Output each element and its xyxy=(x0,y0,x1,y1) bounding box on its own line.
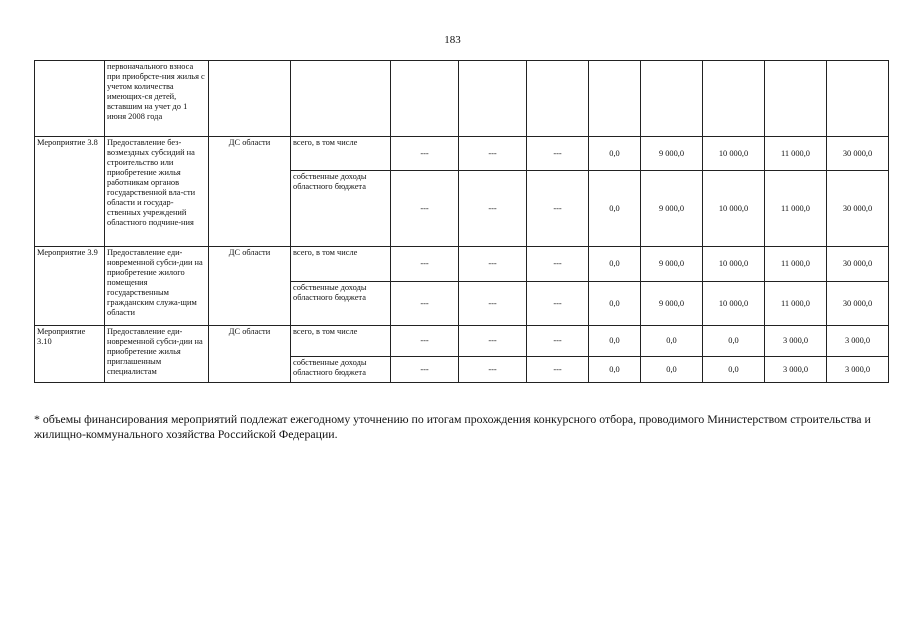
value-cell: 3 000,0 xyxy=(765,326,827,357)
value-cell: 0,0 xyxy=(589,137,641,171)
value-cell: 0,0 xyxy=(589,326,641,357)
total-cell: 3 000,0 xyxy=(827,357,889,383)
value-cell: 0,0 xyxy=(641,326,703,357)
executor-cell: ДС области xyxy=(209,247,291,326)
value-cell: --- xyxy=(527,247,589,282)
value-cell: --- xyxy=(527,326,589,357)
value-cell: --- xyxy=(527,137,589,171)
code-cell: Мероприятие 3.9 xyxy=(35,247,105,326)
executor-cell: ДС области xyxy=(209,137,291,247)
code-cell: Мероприятие 3.10 xyxy=(35,326,105,383)
value-cell: 11 000,0 xyxy=(765,247,827,282)
value-cell: --- xyxy=(527,357,589,383)
measure-name-cell: первоначального взноса при приобрсте-ния жилья с учетом количества имеющих-ся детей, вставшим на учет до 1 июня 2008 года xyxy=(105,61,209,137)
value-cell: --- xyxy=(527,171,589,247)
table-row xyxy=(35,326,889,357)
value-cell: --- xyxy=(391,247,459,282)
value-cell: --- xyxy=(459,137,527,171)
source-cell: всего, в том числе xyxy=(291,326,391,357)
value-cell: --- xyxy=(391,171,459,247)
value-cell: 9 000,0 xyxy=(641,137,703,171)
value-cell: --- xyxy=(459,282,527,326)
value-cell: --- xyxy=(391,282,459,326)
value-cell: 0,0 xyxy=(589,282,641,326)
value-cell: 9 000,0 xyxy=(641,171,703,247)
code-cell xyxy=(35,61,105,137)
value-cell: --- xyxy=(391,137,459,171)
value-cell: --- xyxy=(459,326,527,357)
table-row xyxy=(35,61,889,137)
value-cell: --- xyxy=(391,357,459,383)
value-cell: 10 000,0 xyxy=(703,137,765,171)
footnote: * объемы финансирования мероприятий подлежат ежегодному уточнению по итогам прохождения конкурсного отбора, проводимого Министерством строительства и жилищно-коммунального хозяйства Российской Федерации. xyxy=(34,412,871,441)
measure-name-cell: Предоставление еди-новременной субси-дии на приобретение жилья приглашенным специалистам xyxy=(105,326,209,383)
total-cell: 3 000,0 xyxy=(827,326,889,357)
value-cell: 9 000,0 xyxy=(641,247,703,282)
value-cell: 3 000,0 xyxy=(765,357,827,383)
value-cell: --- xyxy=(391,326,459,357)
code-cell: Мероприятие 3.8 xyxy=(35,137,105,247)
value-cell: 11 000,0 xyxy=(765,171,827,247)
source-cell: всего, в том числе xyxy=(291,137,391,171)
value-cell: 0,0 xyxy=(589,247,641,282)
source-cell: собственные доходы областного бюджета xyxy=(291,357,391,383)
source-cell: собственные доходы областного бюджета xyxy=(291,282,391,326)
measure-name-cell: Предоставление еди-новременной субси-дии на приобретение жилого помещения государственным гражданским служа-щим области xyxy=(105,247,209,326)
total-cell: 30 000,0 xyxy=(827,137,889,171)
page-number: 183 xyxy=(444,34,461,46)
measure-name-cell: Предоставление без-возмездных субсидий на строительство или приобретение жилья работникам органов государственной вла-сти области и государ-ственных учреждений областного подчине-ния xyxy=(105,137,209,247)
total-cell: 30 000,0 xyxy=(827,171,889,247)
executor-cell: ДС области xyxy=(209,326,291,383)
value-cell: 0,0 xyxy=(641,357,703,383)
budget-table xyxy=(34,60,889,383)
value-cell: --- xyxy=(459,247,527,282)
value-cell: 10 000,0 xyxy=(703,282,765,326)
value-cell: 0,0 xyxy=(589,357,641,383)
table-row xyxy=(35,137,889,171)
value-cell: 10 000,0 xyxy=(703,247,765,282)
value-cell: --- xyxy=(459,171,527,247)
total-cell: 30 000,0 xyxy=(827,247,889,282)
value-cell: 11 000,0 xyxy=(765,282,827,326)
table-row xyxy=(35,247,889,282)
value-cell: 0,0 xyxy=(703,357,765,383)
value-cell: 0,0 xyxy=(589,171,641,247)
value-cell: 0,0 xyxy=(703,326,765,357)
value-cell: 9 000,0 xyxy=(641,282,703,326)
value-cell: --- xyxy=(527,282,589,326)
source-cell: собственные доходы областного бюджета xyxy=(291,171,391,247)
total-cell: 30 000,0 xyxy=(827,282,889,326)
source-cell: всего, в том числе xyxy=(291,247,391,282)
value-cell: 10 000,0 xyxy=(703,171,765,247)
value-cell: 11 000,0 xyxy=(765,137,827,171)
value-cell: --- xyxy=(459,357,527,383)
